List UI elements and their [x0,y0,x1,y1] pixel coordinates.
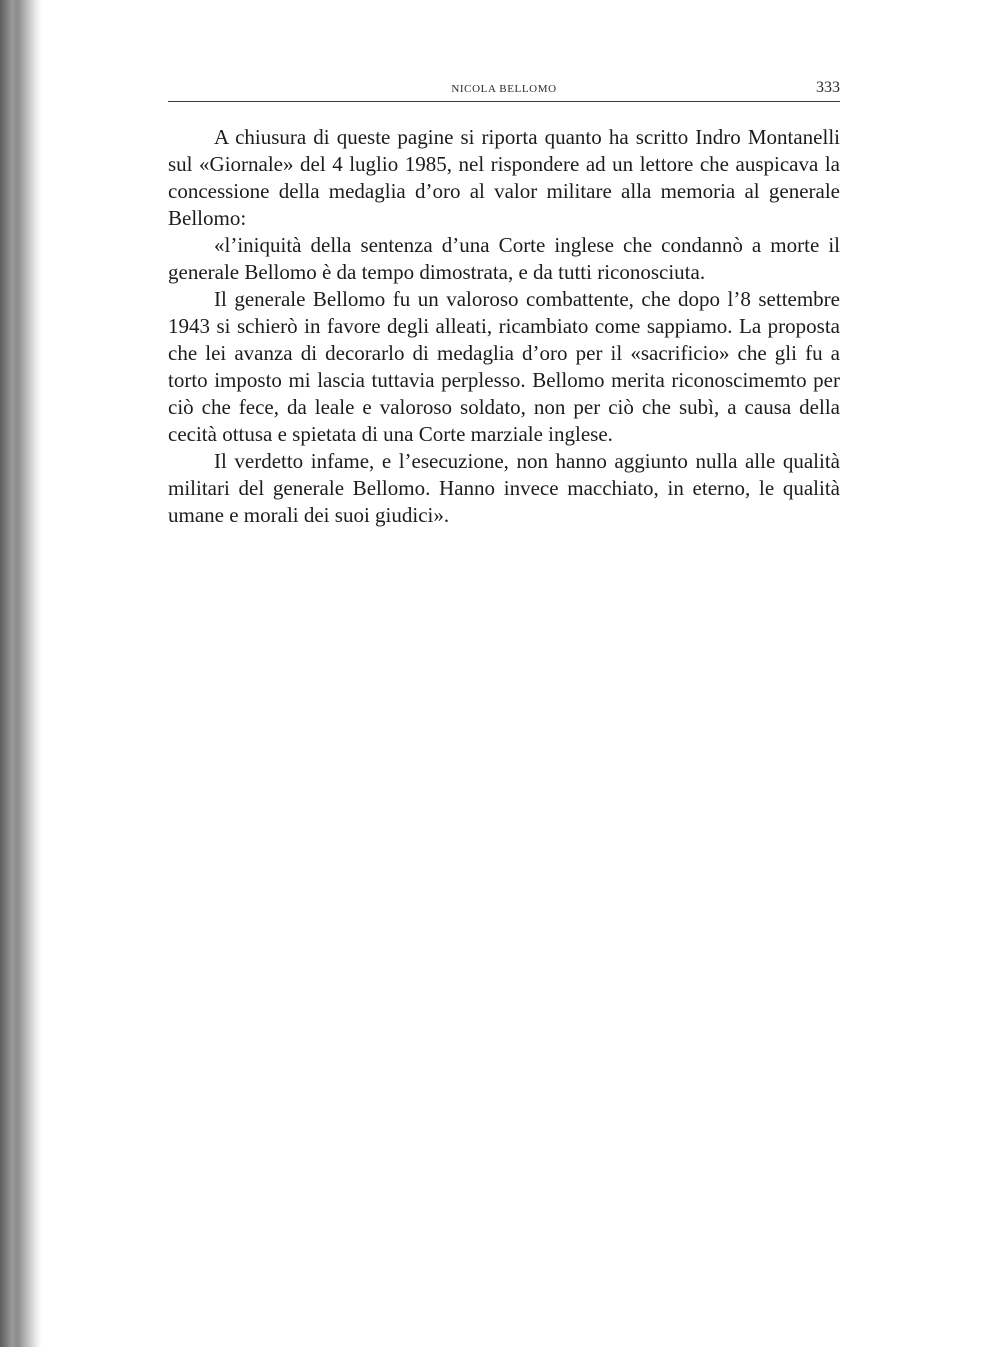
paragraph-quote-3: Il verdetto infame, e l’esecuzione, non hanno aggiunto nulla alle qualità militari del generale Bellomo. Hanno invece macchiato, in eterno, le qualità umane e morali dei suoi giudici». [168,449,840,527]
running-head [168,79,840,99]
header-rule [168,101,840,102]
paragraph-quote-2: Il generale Bellomo fu un valoroso combattente, che dopo l’8 settembre 1943 si schierò in favore degli alleati, ricambiato come sappiamo. La proposta che lei avanza di decorarlo di medaglia d’oro per il «sacrificio» che gli fu a torto imposto mi lascia tuttavia perplesso. Bellomo merita riconoscimemto per ciò che fece, da leale e valoroso soldato, non per ciò che subì, a causa della cecità ottusa e spietata di una Corte marziale inglese. [168,287,840,446]
page-number: 333 [816,79,840,96]
paragraph-quote-1: «l’iniquità della sentenza d’una Corte inglese che condannò a morte il generale Bellomo è da tempo dimostrata, e da tutti riconosciuta. [168,233,840,284]
book-page [168,0,840,1347]
paragraph-intro: A chiusura di queste pagine si riporta quanto ha scritto Indro Montanelli sul «Giornale» del 4 luglio 1985, nel rispondere ad un lettore che auspicava la concessione della medaglia d’oro al valor militare alla memoria al generale Bellomo: [168,125,840,230]
running-head-title: NICOLA BELLOMO [451,83,557,95]
body-text [168,124,840,529]
page-binding-shadow [0,0,42,1347]
